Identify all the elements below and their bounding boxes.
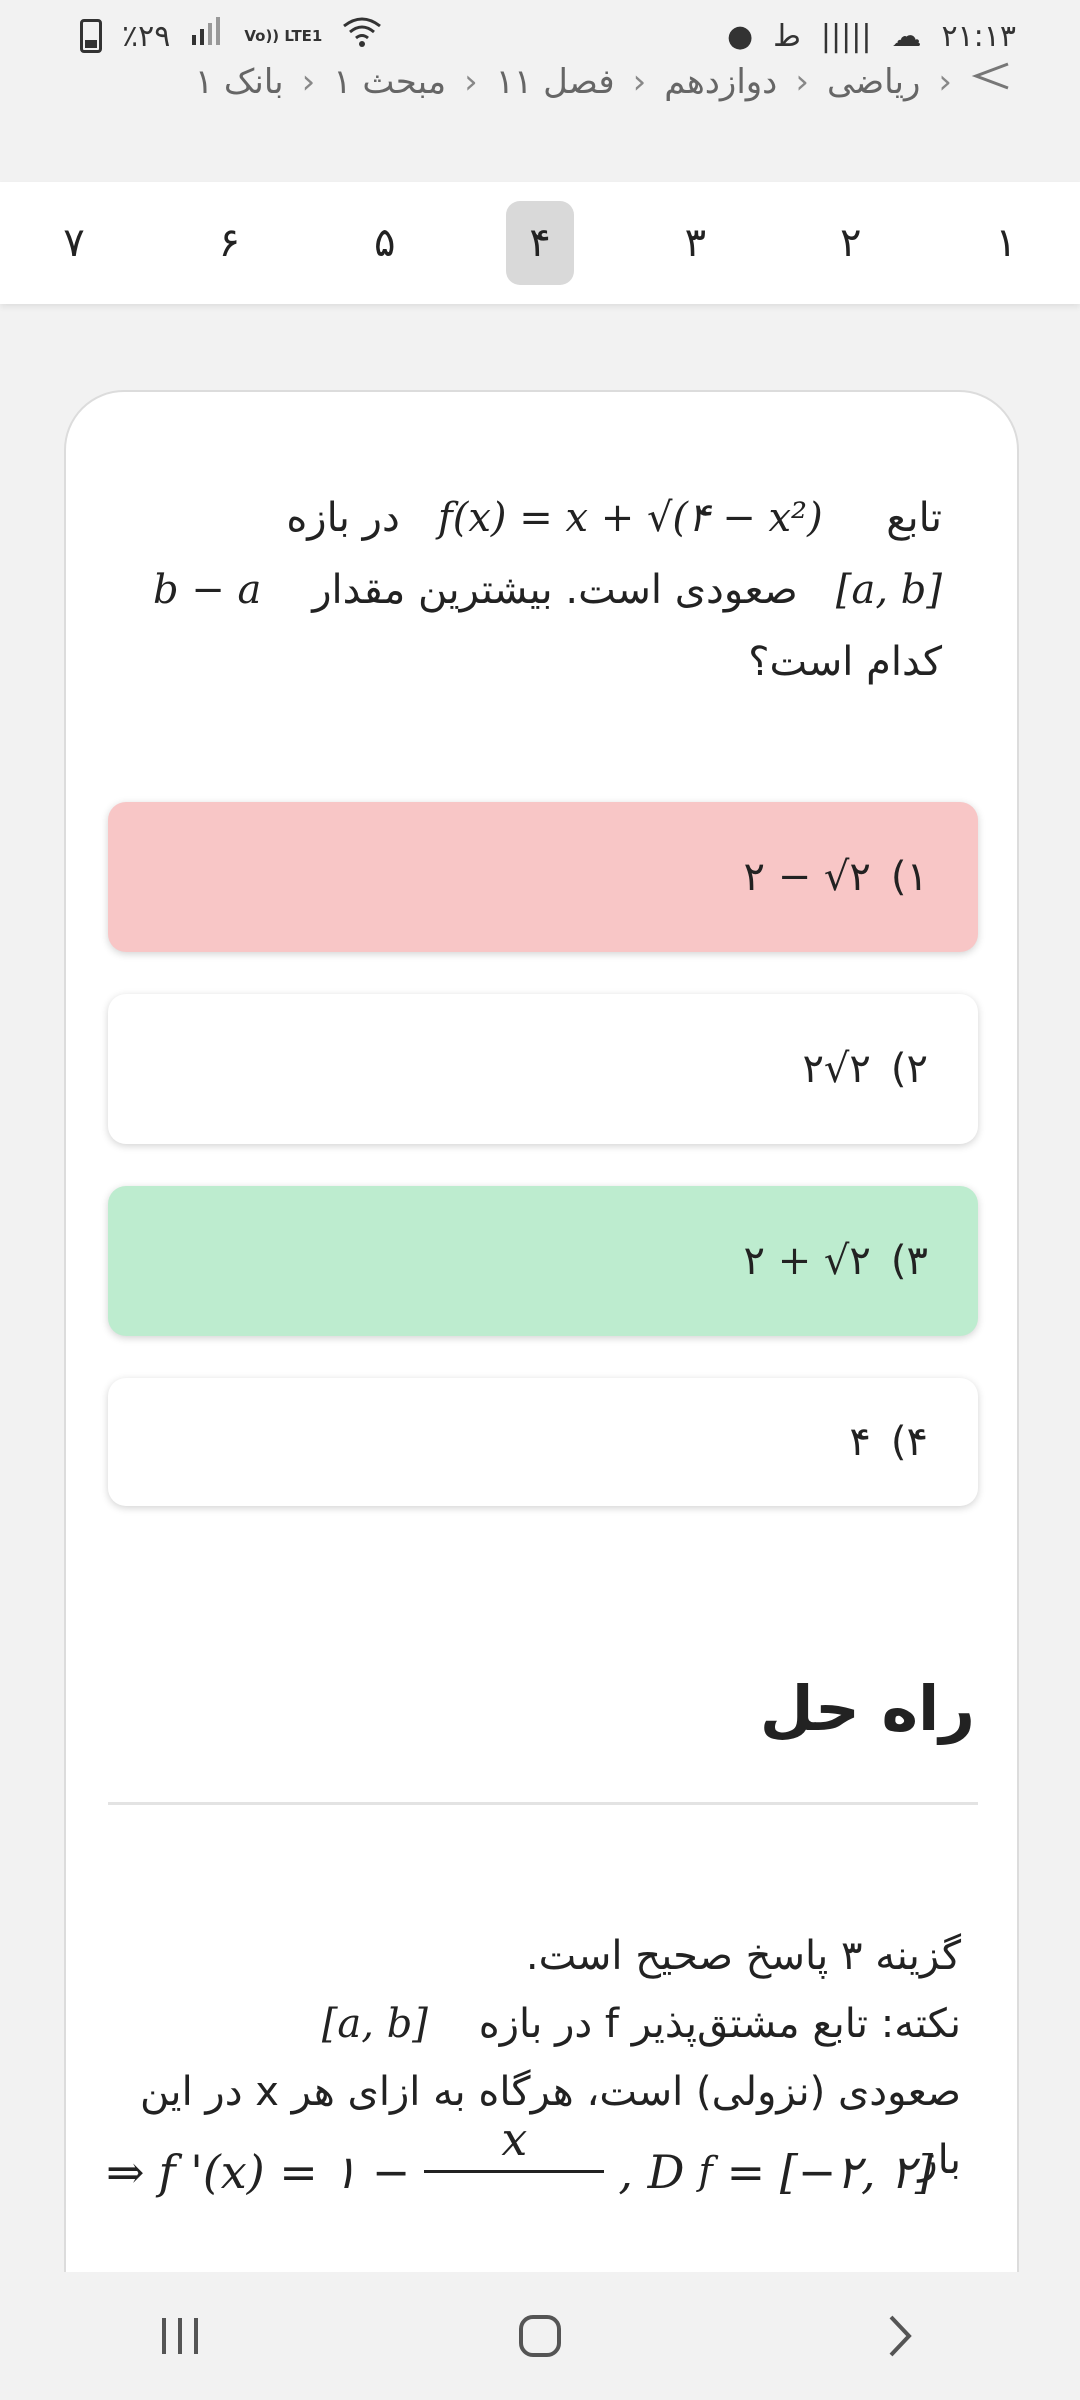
breadcrumb-item[interactable]: دوازدهم: [664, 61, 778, 102]
battery-icon: [80, 19, 102, 53]
fraction-denominator: [507, 2177, 522, 2231]
question-word: تابع: [886, 495, 942, 541]
wifi-icon: [342, 16, 382, 56]
question-tabs: [0, 182, 1080, 304]
clock: ۲۱:۱۳: [941, 18, 1016, 54]
fraction-bar: [424, 2170, 604, 2173]
question-mid: صعودی است. بیشترین مقدار: [312, 567, 798, 613]
tab-question-6[interactable]: ۶: [218, 220, 241, 266]
network-label: Vo)) LTE1: [244, 26, 323, 45]
question-interval: [a, b]: [835, 567, 942, 613]
solution-line-1: گزینه ۳ پاسخ صحیح است.: [525, 1933, 961, 1979]
option-number: ۱): [890, 854, 928, 900]
solution-interval: [a, b]: [321, 2001, 428, 2047]
tab-question-4[interactable]: ۴: [506, 201, 574, 285]
formula-lhs: f '(x) = ۱ −: [158, 2144, 411, 2199]
fraction-numerator: x: [501, 2112, 528, 2166]
battery-level: ٪۲۹: [122, 18, 171, 54]
tab-question-7[interactable]: ۷: [63, 220, 85, 266]
voicemail-icon: |||||: [820, 18, 872, 54]
formula-domain: , D: [618, 2144, 685, 2199]
option-number: ۲): [890, 1046, 928, 1092]
recent-apps-icon[interactable]: [135, 2291, 225, 2381]
home-icon[interactable]: [495, 2291, 585, 2381]
status-bar: [0, 0, 1080, 72]
implies-icon: ⇒: [106, 2144, 145, 2199]
breadcrumb-sep-icon: ‹: [464, 61, 478, 102]
app-notification-icon: ط: [773, 18, 801, 54]
option-value: ۴: [849, 1419, 871, 1465]
solution-line-2: [101, 1990, 961, 2058]
question-expr: b − a: [152, 567, 262, 613]
breadcrumb-sep-icon: ‹: [795, 61, 809, 102]
option-1[interactable]: [108, 802, 978, 952]
option-value: ۲ + √۲: [743, 1238, 871, 1284]
formula-rhs: = [−۲, ۲]: [726, 2144, 933, 2199]
question-tail: در بازه: [286, 495, 400, 541]
tab-question-3[interactable]: ۳: [684, 220, 707, 266]
dot-icon: ●: [726, 18, 754, 54]
formula-subscript: f: [698, 2149, 713, 2194]
divider: [108, 1802, 978, 1805]
cloud-icon: ☁: [891, 18, 922, 54]
option-2[interactable]: [108, 994, 978, 1144]
breadcrumb-sep-icon: ‹: [632, 61, 647, 102]
breadcrumb-item[interactable]: بانک ۱: [194, 61, 284, 102]
question-text: [142, 482, 942, 698]
option-value: ۲ − √۲: [743, 854, 871, 900]
tab-question-5[interactable]: ۵: [373, 220, 396, 266]
tab-question-2[interactable]: ۲: [839, 220, 862, 266]
question-line-2: [142, 554, 942, 626]
option-3[interactable]: [108, 1186, 978, 1336]
option-number: ۴): [890, 1419, 928, 1465]
status-right: [727, 19, 1016, 54]
solution-note: نکته: تابع مشتق‌پذیر f در بازه: [478, 2001, 961, 2047]
breadcrumb-item[interactable]: فصل ۱۱: [495, 61, 615, 102]
question-line-1: [142, 482, 942, 554]
option-4[interactable]: [108, 1378, 978, 1506]
back-icon[interactable]: [855, 2291, 945, 2381]
solution-title: راه حل: [759, 1672, 975, 1745]
option-value: ۲√۲: [802, 1046, 871, 1092]
system-nav-bar: [0, 2272, 1080, 2400]
breadcrumb-item[interactable]: مبحث ۱: [333, 61, 447, 102]
solution-formula: [106, 2112, 933, 2231]
status-left: [80, 16, 382, 56]
formula-fraction: [424, 2112, 604, 2231]
question-line-3: کدام است؟: [748, 639, 942, 685]
question-formula: f(x) = x + √(۴ − x²): [437, 495, 823, 541]
tab-question-1[interactable]: ۱: [995, 220, 1017, 266]
signal-icon: [190, 17, 224, 55]
breadcrumb-sep-icon: ‹: [301, 61, 316, 102]
solution-line-3: صعودی (نزولی) است، هرگاه به ازای هر x در این باز: [139, 2069, 961, 2183]
breadcrumb-sep-icon: ‹: [938, 61, 952, 102]
question-card: [64, 390, 1019, 2400]
breadcrumb-item[interactable]: ریاضی: [826, 61, 921, 102]
option-number: ۳): [890, 1238, 928, 1284]
